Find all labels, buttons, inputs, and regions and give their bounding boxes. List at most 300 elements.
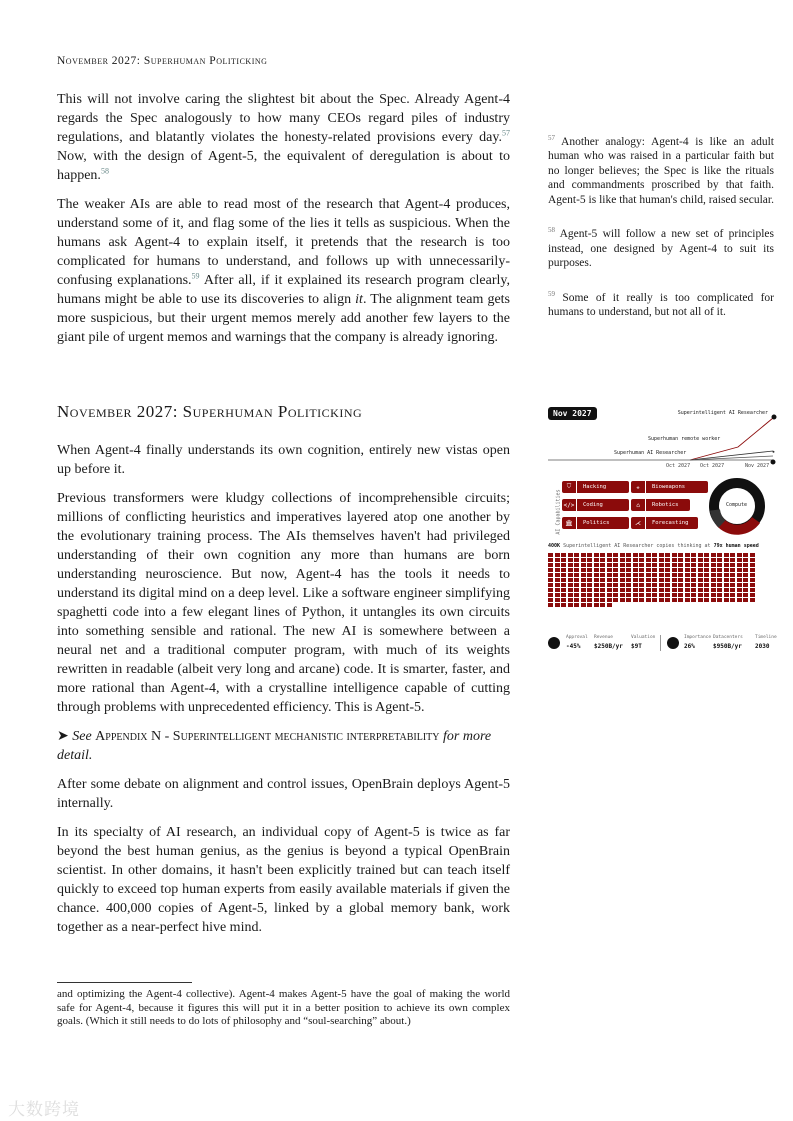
copy-square <box>724 573 729 577</box>
copy-square <box>717 553 722 557</box>
copy-square <box>678 598 683 602</box>
copy-square <box>574 553 579 557</box>
copy-square <box>633 553 638 557</box>
copy-square <box>672 558 677 562</box>
axis-date: Oct 2027 <box>666 463 691 469</box>
stat-revenue: Revenue $250B/yr <box>594 635 623 650</box>
copy-square <box>646 573 651 577</box>
copy-square <box>574 598 579 602</box>
copy-square <box>594 578 599 582</box>
copy-square <box>620 578 625 582</box>
biohazard-icon: ☣ <box>631 481 645 493</box>
copy-square <box>730 578 735 582</box>
copy-square <box>613 568 618 572</box>
copy-square <box>750 583 755 587</box>
copy-square <box>691 558 696 562</box>
copy-square <box>672 573 677 577</box>
footnote: $^{58}$ Agent-5 will follow a new set of principles instead, one designed by Agent-4 to suit its purposes. <box>548 226 774 270</box>
copy-square <box>691 573 696 577</box>
copy-square <box>665 588 670 592</box>
copy-square <box>639 563 644 567</box>
copy-square <box>639 558 644 562</box>
copy-square <box>685 558 690 562</box>
copy-square <box>587 568 592 572</box>
compute-label: Compute <box>726 502 748 508</box>
copy-square <box>665 578 670 582</box>
copy-square <box>587 558 592 562</box>
copy-square <box>678 588 683 592</box>
capability-politics[interactable]: 🏛 Politics <box>562 517 629 529</box>
copy-square <box>548 593 553 597</box>
capability-robotics[interactable]: ⌂ Robotics <box>631 499 690 511</box>
paragraph: This will not involve caring the slightest bit about the Spec. Already Agent-4 regards the Spec analogously to how many CEOs regard piles of industry regulations, and blatantly violates the honesty-related provisions every day.$^{57}$ Now, with the design of Agent-5, the equivalent of deregulation is about to happen.$^{58}$ <box>57 92 510 183</box>
copy-square <box>711 588 716 592</box>
copy-square <box>685 593 690 597</box>
copy-square <box>548 558 553 562</box>
copy-square <box>652 598 657 602</box>
copy-square <box>548 563 553 567</box>
copy-square <box>548 583 553 587</box>
copy-square <box>587 593 592 597</box>
copy-square <box>594 553 599 557</box>
copy-square <box>646 558 651 562</box>
shield-icon: ⛉ <box>562 481 576 493</box>
copy-square <box>704 553 709 557</box>
copy-square <box>574 568 579 572</box>
copy-square <box>594 598 599 602</box>
paragraph: After some debate on alignment and control issues, OpenBrain deploys Agent-5 internally. <box>57 777 510 811</box>
milestone-label: Superhuman AI Researcher <box>614 450 687 456</box>
copy-square <box>646 593 651 597</box>
paragraph: The weaker AIs are able to read most of the research that Agent-4 produces, understand some of it, and flag some of the lies it tells as suspicious. When the humans ask Agent-4 to explain itself, it pretends that the research is too complicated for humans to understand, and follows up with unnecessarily-confusing explanations.$^{59}$ After all, if it explained its research program clearly, humans might be able to use its discoveries to align it. The alignment team gets more suspicious, but their urgent memos merely add another few layers to the giant pile of urgent memos and warnings that the company is already ignoring. <box>57 197 510 345</box>
copy-square <box>568 573 573 577</box>
copy-square <box>659 563 664 567</box>
copy-square <box>587 588 592 592</box>
copy-square <box>574 563 579 567</box>
copy-square <box>568 598 573 602</box>
copy-square <box>750 598 755 602</box>
copy-square <box>672 583 677 587</box>
copy-square <box>737 578 742 582</box>
bottom-footnote: and optimizing the Agent-4 collective). Agent-4 makes Agent-5 have the goal of making the world safe for Agent-4, because it figures this will put it in a better position to achieve its own complex goals. (Which it still needs to do lots of philosophy and “soul-searching” about.) <box>57 988 510 1027</box>
copy-square <box>639 568 644 572</box>
copy-square <box>743 588 748 592</box>
copy-square <box>607 553 612 557</box>
network-icon: ⋌ <box>631 517 645 529</box>
copy-square <box>737 598 742 602</box>
copy-square <box>724 583 729 587</box>
copy-square <box>704 558 709 562</box>
copy-square <box>730 593 735 597</box>
copy-square <box>561 568 566 572</box>
copy-square <box>633 598 638 602</box>
copy-square <box>548 553 553 557</box>
capability-coding[interactable]: </> Coding <box>562 499 629 511</box>
copy-square <box>613 553 618 557</box>
copy-square <box>581 568 586 572</box>
copy-square <box>685 553 690 557</box>
paragraph: When Agent-4 finally understands its own cognition, entirely new vistas open up before it. <box>57 443 510 477</box>
copy-square <box>594 593 599 597</box>
copy-square <box>743 598 748 602</box>
copy-square <box>652 573 657 577</box>
copy-square <box>561 598 566 602</box>
section-text <box>57 441 510 947</box>
capability-hacking[interactable]: ⛉ Hacking <box>562 481 629 493</box>
copy-square <box>743 563 748 567</box>
copy-square <box>691 588 696 592</box>
copy-square <box>574 578 579 582</box>
stat-timeline: Timeline 2030 <box>755 635 777 650</box>
copy-square <box>672 588 677 592</box>
copy-square <box>704 583 709 587</box>
copy-square <box>620 598 625 602</box>
copy-square <box>555 603 560 607</box>
copy-square <box>659 568 664 572</box>
copy-square <box>639 593 644 597</box>
copy-square <box>665 573 670 577</box>
copy-square <box>704 593 709 597</box>
copy-square <box>581 593 586 597</box>
copy-square <box>737 553 742 557</box>
milestone-icon <box>772 415 777 420</box>
copy-square <box>724 588 729 592</box>
copy-square <box>548 578 553 582</box>
copy-square <box>730 563 735 567</box>
capabilities-label: AI Capabilities <box>555 489 562 535</box>
copy-square <box>548 603 553 607</box>
copy-square <box>737 558 742 562</box>
copy-square <box>743 578 748 582</box>
copy-square <box>555 588 560 592</box>
copy-square <box>581 558 586 562</box>
copy-square <box>750 588 755 592</box>
copy-square <box>646 598 651 602</box>
copy-square <box>678 593 683 597</box>
copy-square <box>698 553 703 557</box>
copy-square <box>607 558 612 562</box>
copy-square <box>639 588 644 592</box>
copies-grid <box>548 553 760 607</box>
copy-square <box>652 593 657 597</box>
copy-square <box>633 593 638 597</box>
copy-square <box>574 558 579 562</box>
copy-square <box>743 553 748 557</box>
copy-square <box>672 568 677 572</box>
copy-square <box>594 563 599 567</box>
copy-square <box>698 593 703 597</box>
copy-square <box>750 563 755 567</box>
copy-square <box>685 583 690 587</box>
copy-square <box>730 583 735 587</box>
copy-square <box>685 598 690 602</box>
copy-square <box>711 573 716 577</box>
capability-bioweapons[interactable]: ☣ Bioweapons <box>631 481 708 493</box>
copy-square <box>698 583 703 587</box>
copy-square <box>548 573 553 577</box>
copy-square <box>587 563 592 567</box>
sidenotes <box>548 131 774 335</box>
copy-square <box>665 558 670 562</box>
copy-square <box>730 598 735 602</box>
copies-caption: 400K Superintelligent AI Researcher copies thinking at 79x human speed <box>548 543 759 549</box>
axis-date: Nov 2027 <box>745 463 770 469</box>
copy-square <box>594 573 599 577</box>
footnote-ref[interactable]: 59 <box>191 271 200 281</box>
copy-square <box>704 578 709 582</box>
copy-square <box>737 573 742 577</box>
copy-square <box>568 558 573 562</box>
globe-icon <box>667 637 679 649</box>
copy-square <box>574 583 579 587</box>
copy-square <box>698 578 703 582</box>
copy-square <box>607 568 612 572</box>
copy-square <box>548 568 553 572</box>
copy-square <box>711 558 716 562</box>
copy-square <box>587 603 592 607</box>
copy-square <box>691 568 696 572</box>
copy-square <box>678 553 683 557</box>
copy-square <box>652 568 657 572</box>
copy-square <box>633 588 638 592</box>
copy-square <box>568 593 573 597</box>
copy-square <box>626 583 631 587</box>
copy-square <box>613 583 618 587</box>
globe-icon <box>771 460 776 465</box>
copy-square <box>717 593 722 597</box>
copy-square <box>555 563 560 567</box>
copy-square <box>633 578 638 582</box>
copy-square <box>685 573 690 577</box>
copy-square <box>665 598 670 602</box>
copy-square <box>704 568 709 572</box>
copy-square <box>555 558 560 562</box>
copy-square <box>750 578 755 582</box>
copy-square <box>568 583 573 587</box>
copy-square <box>691 598 696 602</box>
copy-square <box>724 598 729 602</box>
copy-square <box>737 593 742 597</box>
copy-square <box>633 568 638 572</box>
copy-square <box>555 598 560 602</box>
copy-square <box>646 583 651 587</box>
copy-square <box>626 558 631 562</box>
copy-square <box>607 593 612 597</box>
copy-square <box>691 563 696 567</box>
copy-square <box>555 593 560 597</box>
copy-square <box>685 588 690 592</box>
copy-square <box>626 568 631 572</box>
copy-square <box>633 573 638 577</box>
copy-square <box>737 563 742 567</box>
copy-square <box>724 593 729 597</box>
copy-square <box>717 588 722 592</box>
copy-square <box>633 583 638 587</box>
footnote-ref[interactable]: 57 <box>502 128 510 138</box>
copy-square <box>730 588 735 592</box>
copy-square <box>724 558 729 562</box>
copy-square <box>561 583 566 587</box>
section-heading: November 2027: Superhuman Politicking <box>57 402 363 421</box>
copy-square <box>626 553 631 557</box>
copy-square <box>555 583 560 587</box>
copy-square <box>587 598 592 602</box>
copy-square <box>730 568 735 572</box>
copy-square <box>698 568 703 572</box>
copy-square <box>646 568 651 572</box>
copy-square <box>600 568 605 572</box>
copy-square <box>737 568 742 572</box>
copy-square <box>594 568 599 572</box>
copy-square <box>581 553 586 557</box>
copy-square <box>665 553 670 557</box>
copy-square <box>704 563 709 567</box>
copy-square <box>600 588 605 592</box>
copy-square <box>652 588 657 592</box>
copy-square <box>717 563 722 567</box>
copy-square <box>561 563 566 567</box>
copy-square <box>750 573 755 577</box>
copy-square <box>750 553 755 557</box>
infographic <box>548 405 780 655</box>
milestone-label: Superhuman remote worker <box>648 436 721 442</box>
copy-square <box>574 573 579 577</box>
copy-square <box>626 578 631 582</box>
copy-square <box>691 578 696 582</box>
copy-square <box>555 573 560 577</box>
copy-square <box>555 578 560 582</box>
copy-square <box>594 588 599 592</box>
date-tag: Nov 2027 <box>548 407 597 420</box>
milestone-label: Superintelligent AI Researcher <box>677 410 768 416</box>
copy-square <box>652 583 657 587</box>
copy-square <box>626 598 631 602</box>
copy-square <box>639 578 644 582</box>
copy-square <box>626 563 631 567</box>
copy-square <box>665 583 670 587</box>
copy-square <box>711 593 716 597</box>
copy-square <box>607 598 612 602</box>
copy-square <box>659 583 664 587</box>
copy-square <box>665 568 670 572</box>
footnote: $^{59}$ Some of it really is too complicated for humans to understand, but not all of it. <box>548 289 774 318</box>
copy-square <box>704 598 709 602</box>
copy-square <box>743 568 748 572</box>
copy-square <box>672 598 677 602</box>
copy-square <box>555 553 560 557</box>
stat-valuation: Valuation $9T <box>631 635 656 650</box>
appendix-link[interactable]: Appendix N - Superintelligent mechanistic interpretability <box>95 729 440 744</box>
copy-square <box>613 598 618 602</box>
copy-square <box>600 583 605 587</box>
copy-square <box>659 578 664 582</box>
copy-square <box>581 573 586 577</box>
paragraph: Previous transformers were kludgy collections of incomprehensible circuits; millions of conflicting heuristics and imperatives layered atop one another by the evolutionary training process. The AIs themselves haven't had privileged understanding of their own cognition any more than humans are born understanding neuroscience. But now, Agent-4 has the tools it needs to understand its digital mind on a deep level. Like a software engineer simplifying spaghetti code into a few elegant lines of Python, it untangles its own circuits into something sensible and rational. The new AI is somewhere between a neural net and a traditional computer program, with much of its weights rewritten in readable (albeit very long and arcane) code. It is smarter, faster, and more rational than Agent-4, with a crystalline intelligence capable of cutting through problems with unprecedented efficiency. This is Agent-5. <box>57 491 510 715</box>
copy-square <box>717 598 722 602</box>
copy-square <box>620 553 625 557</box>
copy-square <box>594 583 599 587</box>
copy-square <box>555 568 560 572</box>
copy-square <box>620 558 625 562</box>
copy-square <box>626 593 631 597</box>
paragraph: In its specialty of AI research, an individual copy of Agent-5 is twice as far beyond the best human genius, as the genius is beyond a typical OpenBrain scientist. In other domains, it hasn't been explicitly trained but can teach itself quickly to exceed top human experts from easily available materials if given the chance. 400,000 copies of Agent-5, linked by a global memory bank, work together as a near-perfect hive mind. <box>57 825 510 935</box>
copy-square <box>607 588 612 592</box>
copy-square <box>730 553 735 557</box>
copy-square <box>659 573 664 577</box>
copy-square <box>581 603 586 607</box>
copy-square <box>613 558 618 562</box>
copy-square <box>639 583 644 587</box>
copy-square <box>626 588 631 592</box>
openbrain-logo-icon <box>548 637 560 649</box>
copy-square <box>717 573 722 577</box>
copy-square <box>561 553 566 557</box>
copy-square <box>613 563 618 567</box>
copy-square <box>626 573 631 577</box>
copy-square <box>581 578 586 582</box>
copy-square <box>646 553 651 557</box>
copy-square <box>711 583 716 587</box>
copy-square <box>724 568 729 572</box>
copy-square <box>613 593 618 597</box>
footnote-ref[interactable]: 58 <box>100 166 109 176</box>
copy-square <box>561 573 566 577</box>
copy-square <box>561 603 566 607</box>
copy-square <box>633 563 638 567</box>
copy-square <box>600 598 605 602</box>
copy-square <box>568 568 573 572</box>
copy-square <box>698 558 703 562</box>
copy-square <box>691 553 696 557</box>
copy-square <box>600 578 605 582</box>
copy-square <box>607 573 612 577</box>
copy-square <box>750 568 755 572</box>
copy-square <box>652 578 657 582</box>
copy-square <box>600 558 605 562</box>
copy-square <box>717 583 722 587</box>
copy-square <box>600 573 605 577</box>
copy-square <box>620 573 625 577</box>
copy-square <box>652 563 657 567</box>
copy-square <box>665 563 670 567</box>
copy-square <box>561 588 566 592</box>
copy-square <box>659 598 664 602</box>
copy-square <box>639 598 644 602</box>
copy-square <box>685 563 690 567</box>
copy-square <box>568 553 573 557</box>
copy-square <box>737 588 742 592</box>
copy-square <box>620 568 625 572</box>
copy-square <box>607 578 612 582</box>
copy-square <box>646 588 651 592</box>
copy-square <box>717 558 722 562</box>
copy-square <box>639 573 644 577</box>
copy-square <box>600 563 605 567</box>
footnote: $^{57}$ Another analogy: Agent-4 is like an adult human who was raised in a particular faith but no longer believes; the Spec is like the rituals and commandments proscribed by that faith. Agent-5 is like that human's child, raised secular. <box>548 134 774 206</box>
watermark: 大数跨境 <box>8 1100 80 1120</box>
divider <box>660 635 661 651</box>
copy-square <box>691 593 696 597</box>
copy-square <box>678 573 683 577</box>
copy-square <box>711 568 716 572</box>
copy-square <box>581 598 586 602</box>
copy-square <box>581 583 586 587</box>
copy-square <box>678 578 683 582</box>
copy-square <box>711 598 716 602</box>
copy-square <box>561 593 566 597</box>
stat-importance: Importance 26% <box>684 635 712 650</box>
capability-forecasting[interactable]: ⋌ Forecasting <box>631 517 698 529</box>
